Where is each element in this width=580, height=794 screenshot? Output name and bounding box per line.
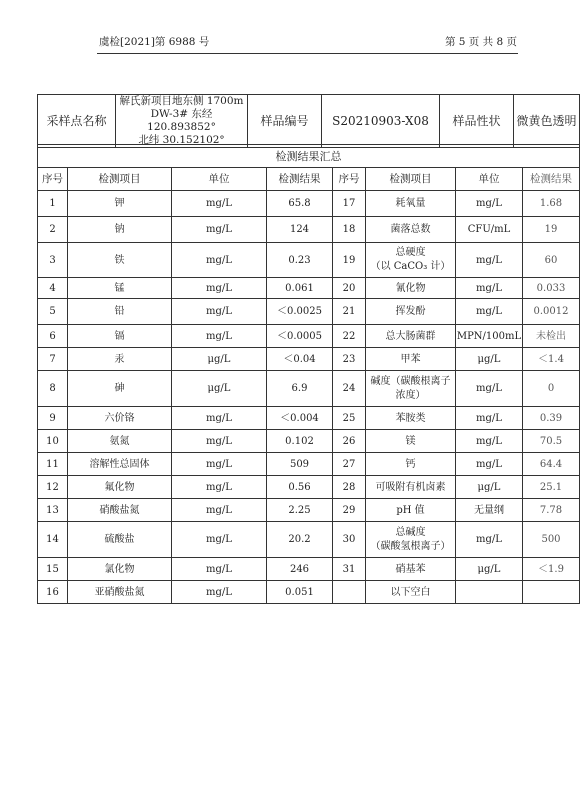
table-row [38,430,580,453]
row-right-item: 氰化物 [366,278,456,299]
row-right-no: 17 [333,191,366,217]
row-right-result: 0.0012 [523,299,580,325]
row-right-item: 菌落总数 [366,217,456,243]
row-right-no: 21 [333,299,366,325]
row-right-result: 1.68 [523,191,580,217]
table-row [38,453,580,476]
table-row [38,299,580,325]
row-right-result: 500 [523,522,580,558]
table-row [38,191,580,217]
row-left-unit: mg/L [172,325,267,348]
row-right-item: 总大肠菌群 [366,325,456,348]
row-right-item: 苯胺类 [366,407,456,430]
row-right-unit: μg/L [456,348,523,371]
row-right-result: ＜1.9 [523,558,580,581]
row-left-item: 铁 [68,243,172,278]
row-right-result: 64.4 [523,453,580,476]
row-right-no: 28 [333,476,366,499]
item-line-1: 总碱度 [395,526,426,538]
row-right-no: 19 [333,243,366,278]
row-left-unit: mg/L [172,453,267,476]
item-line-2: （以 CaCO₃ 计） [370,261,451,272]
row-left-no: 3 [38,243,68,278]
row-left-unit: mg/L [172,430,267,453]
row-left-item: 汞 [68,348,172,371]
table-row [38,243,580,278]
table-row [38,581,580,604]
row-left-unit: mg/L [172,407,267,430]
row-left-item: 六价铬 [68,407,172,430]
page-header [99,34,517,50]
row-right-unit: MPN/100mL [456,325,523,348]
row-right-no: 18 [333,217,366,243]
row-right-result: 未检出 [523,325,580,348]
sample-info-table [37,94,580,148]
row-left-item: 氯化物 [68,558,172,581]
item-line-2: 浓度） [395,389,426,401]
header-item: 检测项目 [366,168,456,191]
row-left-result: ＜0.0025 [267,299,333,325]
row-right-unit: mg/L [456,278,523,299]
row-left-unit: μg/L [172,348,267,371]
row-right-result: 25.1 [523,476,580,499]
row-right-unit: 无量纲 [456,499,523,522]
row-left-no: 6 [38,325,68,348]
row-left-no: 5 [38,299,68,325]
row-right-item [366,522,456,558]
table-row [38,217,580,243]
row-right-item: pH 值 [366,499,456,522]
row-right-no: 29 [333,499,366,522]
header-item: 检测项目 [68,168,172,191]
row-right-item: 钙 [366,453,456,476]
row-left-unit: mg/L [172,581,267,604]
row-right-no: 26 [333,430,366,453]
row-right-item: 可吸附有机卤素 [366,476,456,499]
site-line-2: DW-3# 东经 120.893852° [147,108,216,133]
row-right-unit: mg/L [456,407,523,430]
item-line-1: 碱度（碳酸根离子 [370,375,451,387]
row-left-unit: mg/L [172,499,267,522]
row-left-no: 9 [38,407,68,430]
header-result: 检测结果 [267,168,333,191]
row-left-item: 氨氮 [68,430,172,453]
row-left-result: 0.061 [267,278,333,299]
row-right-unit: mg/L [456,430,523,453]
sample-number-label: 样品编号 [248,95,322,148]
sample-property-value: 微黄色透明 [514,95,580,148]
row-right-no: 27 [333,453,366,476]
row-left-no: 16 [38,581,68,604]
row-left-no: 11 [38,453,68,476]
row-right-item: 以下空白 [366,581,456,604]
row-right-unit: μg/L [456,476,523,499]
row-left-no: 15 [38,558,68,581]
row-left-item: 砷 [68,371,172,407]
row-right-result: 0.39 [523,407,580,430]
row-left-unit: mg/L [172,191,267,217]
sample-number-value: S20210903-X08 [322,95,440,148]
row-right-item: 硝基苯 [366,558,456,581]
row-right-no: 31 [333,558,366,581]
row-left-no: 8 [38,371,68,407]
header-no: 序号 [333,168,366,191]
row-left-item: 硝酸盐氮 [68,499,172,522]
site-name-label: 采样点名称 [38,95,116,148]
row-left-result: 246 [267,558,333,581]
row-right-result: 0 [523,371,580,407]
row-right-result [523,581,580,604]
row-left-unit: mg/L [172,476,267,499]
row-right-no: 25 [333,407,366,430]
table-row [38,522,580,558]
header-result: 检测结果 [523,168,580,191]
row-left-item: 钠 [68,217,172,243]
row-left-unit: mg/L [172,299,267,325]
row-right-unit: CFU/mL [456,217,523,243]
row-right-unit: mg/L [456,243,523,278]
row-left-no: 14 [38,522,68,558]
row-left-item: 亚硝酸盐氮 [68,581,172,604]
row-left-result: 124 [267,217,333,243]
row-left-result: 0.051 [267,581,333,604]
row-right-unit [456,581,523,604]
table-row [38,558,580,581]
row-left-result: 0.102 [267,430,333,453]
row-right-item [366,243,456,278]
row-left-result: 2.25 [267,499,333,522]
row-left-item: 镉 [68,325,172,348]
row-right-unit: mg/L [456,371,523,407]
row-right-item: 甲苯 [366,348,456,371]
row-left-result: 0.56 [267,476,333,499]
row-right-item: 耗氧量 [366,191,456,217]
row-right-result: 60 [523,243,580,278]
row-right-result: 7.78 [523,499,580,522]
row-left-item: 钾 [68,191,172,217]
table-row [38,499,580,522]
row-left-no: 1 [38,191,68,217]
row-left-item: 锰 [68,278,172,299]
site-line-1: 解氏新项目地东侧 1700m [119,95,244,107]
row-right-unit: μg/L [456,558,523,581]
report-number: 虞检[2021]第 6988 号 [99,36,210,48]
site-name-value [116,95,248,148]
item-line-1: 总硬度 [395,247,426,258]
table-row [38,407,580,430]
row-left-unit: mg/L [172,522,267,558]
row-right-result: 19 [523,217,580,243]
header-unit: 单位 [172,168,267,191]
row-right-no: 22 [333,325,366,348]
row-left-no: 7 [38,348,68,371]
row-left-no: 10 [38,430,68,453]
table-row [38,348,580,371]
row-right-result: 70.5 [523,430,580,453]
site-line-3: 北纬 30.152102° [138,134,225,146]
row-left-item: 铅 [68,299,172,325]
row-right-item: 镁 [366,430,456,453]
item-line-2: （碳酸氢根离子） [370,540,451,552]
header-no: 序号 [38,168,68,191]
row-right-unit: mg/L [456,453,523,476]
row-left-result: 6.9 [267,371,333,407]
row-left-result: ＜0.04 [267,348,333,371]
row-left-unit: μg/L [172,371,267,407]
row-right-no: 23 [333,348,366,371]
table-row [38,371,580,407]
row-left-result: 509 [267,453,333,476]
row-left-item: 溶解性总固体 [68,453,172,476]
row-left-result: 65.8 [267,191,333,217]
row-left-result: 20.2 [267,522,333,558]
row-right-result: 0.033 [523,278,580,299]
header-divider [97,53,518,54]
row-left-unit: mg/L [172,217,267,243]
row-right-unit: mg/L [456,522,523,558]
row-right-no [333,581,366,604]
row-right-item [366,371,456,407]
row-left-result: ＜0.0005 [267,325,333,348]
row-right-no: 20 [333,278,366,299]
row-left-no: 4 [38,278,68,299]
row-right-no: 30 [333,522,366,558]
row-left-item: 硫酸盐 [68,522,172,558]
row-left-result: 0.23 [267,243,333,278]
row-right-unit: mg/L [456,191,523,217]
table-row [38,476,580,499]
row-left-unit: mg/L [172,243,267,278]
row-left-unit: mg/L [172,558,267,581]
row-left-item: 氟化物 [68,476,172,499]
row-right-result: ＜1.4 [523,348,580,371]
table-row [38,278,580,299]
row-left-result: ＜0.004 [267,407,333,430]
sample-property-label: 样品性状 [440,95,514,148]
results-title: 检测结果汇总 [38,145,580,168]
results-table [37,144,580,604]
row-right-unit: mg/L [456,299,523,325]
page-indicator: 第 5 页 共 8 页 [444,36,517,48]
row-right-no: 24 [333,371,366,407]
row-right-item: 挥发酚 [366,299,456,325]
row-left-unit: mg/L [172,278,267,299]
table-row [38,325,580,348]
row-left-no: 2 [38,217,68,243]
row-left-no: 13 [38,499,68,522]
header-unit: 单位 [456,168,523,191]
row-left-no: 12 [38,476,68,499]
